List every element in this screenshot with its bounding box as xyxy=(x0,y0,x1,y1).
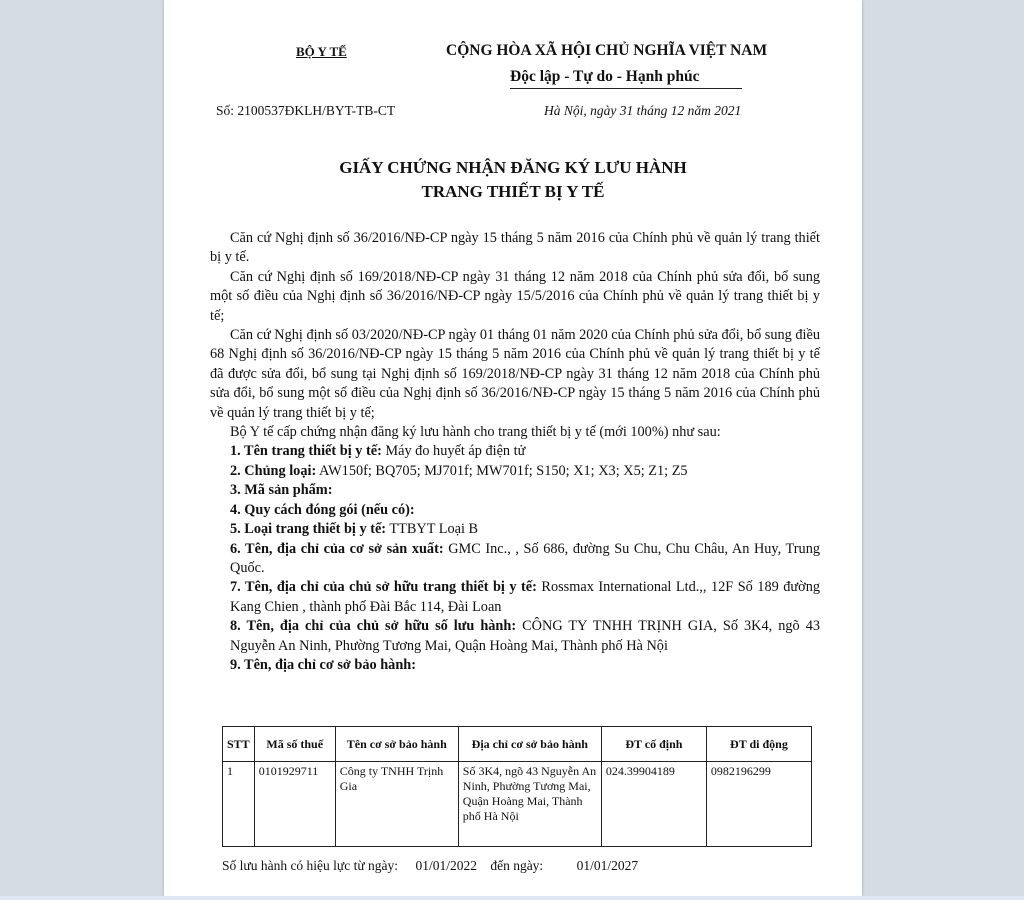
preamble-paragraph: Căn cứ Nghị định số 36/2016/NĐ-CP ngày 15 tháng 5 năm 2016 của Chính phủ về quản lý trang thiết bị y tế. xyxy=(210,230,820,266)
column-header: ĐT cố định xyxy=(601,727,706,762)
item-value: Máy đo huyết áp điện tử xyxy=(385,443,526,460)
device-item-7 xyxy=(210,578,820,617)
device-item-6 xyxy=(210,540,820,579)
warranty-table xyxy=(222,726,812,847)
document-body xyxy=(210,229,820,675)
validity-to-label: đến ngày: xyxy=(490,858,544,873)
column-header: Tên cơ sở bảo hành xyxy=(335,727,458,762)
item-label: 4. Quy cách đóng gói (nếu có): xyxy=(230,501,415,518)
item-value: CÔNG TY TNHH TRỊNH GIA, Số 3K4, ngõ 43 Nguyễn An Ninh, Phường Tương Mai, Quận Hoàng Mai, Thành phố Hà Nội xyxy=(230,618,821,654)
device-item-1 xyxy=(210,442,820,461)
table-header-row xyxy=(223,727,812,762)
table-cell: 0101929711 xyxy=(254,762,335,847)
column-header: Địa chỉ cơ sở bảo hành xyxy=(458,727,601,762)
device-item-8 xyxy=(210,617,820,656)
validity-to-date: 01/01/2027 xyxy=(576,858,639,873)
item-label: 5. Loại trang thiết bị y tế: xyxy=(230,521,387,538)
document-date: Hà Nội, ngày 31 tháng 12 năm 2021 xyxy=(544,103,742,118)
validity-from-date: 01/01/2022 xyxy=(415,858,477,873)
item-label: 2. Chủng loại: xyxy=(230,462,317,479)
item-value: GMC Inc., , Số 686, đường Su Chu, Chu Châu, An Huy, Trung Quốc. xyxy=(230,540,820,576)
national-motto: Độc lập - Tự do - Hạnh phúc xyxy=(510,68,700,85)
column-header: ĐT di động xyxy=(706,727,811,762)
item-value: TTBYT Loại B xyxy=(389,521,479,538)
national-title: CỘNG HÒA XÃ HỘI CHỦ NGHĨA VIỆT NAM xyxy=(446,42,768,59)
device-item-5 xyxy=(210,520,820,539)
document-title-line-1: GIẤY CHỨNG NHẬN ĐĂNG KÝ LƯU HÀNH xyxy=(339,158,687,177)
item-label: 9. Tên, địa chỉ cơ sở bảo hành: xyxy=(230,656,416,673)
device-item-4 xyxy=(210,501,820,520)
viewer-bottom-strip xyxy=(0,896,1024,900)
validity-label: Số lưu hành có hiệu lực từ ngày: xyxy=(222,858,399,873)
table-cell: Số 3K4, ngõ 43 Nguyễn An Ninh, Phường Tương Mai, Quận Hoàng Mai, Thành phố Hà Nội xyxy=(458,762,601,847)
item-value: Rossmax International Ltd.,, 12F Số 189 đường Kang Chien , thành phố Đài Bắc 114, Đài Loan xyxy=(230,579,820,615)
item-value: AW150f; BQ705; MJ701f; MW701f; S150; X1; X3; X5; Z1; Z5 xyxy=(319,462,688,479)
device-item-3 xyxy=(210,481,820,500)
item-label: 6. Tên, địa chỉ của cơ sở sản xuất: xyxy=(230,540,444,557)
document-page xyxy=(164,0,862,896)
column-header: Mã số thuế xyxy=(254,727,335,762)
document-number: Số: 2100537ĐKLH/BYT-TB-CT xyxy=(216,103,396,118)
validity-line xyxy=(222,858,638,874)
preamble-paragraph: Căn cứ Nghị định số 169/2018/NĐ-CP ngày 31 tháng 12 năm 2018 của Chính phủ sửa đổi, bổ sung một số điều của Nghị định số 36/2016/NĐ-CP ngày 15/5/2016 của Chính phủ về quản lý trang thiết bị y tế; xyxy=(210,268,820,324)
table-cell: 1 xyxy=(223,762,255,847)
device-item-2 xyxy=(210,462,820,481)
device-item-9 xyxy=(210,656,820,675)
column-header: STT xyxy=(223,727,255,762)
preamble-paragraph: Căn cứ Nghị định số 03/2020/NĐ-CP ngày 01 tháng 01 năm 2020 của Chính phủ sửa đổi, bổ sung điều 68 Nghị định số 36/2016/NĐ-CP ngày 15 tháng 5 năm 2016 của Chính phủ về quản lý trang thiết bị y tế đã được sửa đổi, bổ sung tại Nghị định số 169/2018/NĐ-CP ngày 31 tháng 12 năm 2018 của Chính phủ sửa đổi, bổ sung một số điều của Nghị định số 36/2016/NĐ-CP ngày 15 tháng 5 năm 2016 của Chính phủ về quản lý trang thiết bị y tế; xyxy=(210,327,820,421)
item-label: 3. Mã sản phẩm: xyxy=(230,482,333,499)
item-label: 1. Tên trang thiết bị y tế: xyxy=(230,443,382,460)
motto-underline xyxy=(510,88,742,89)
issuing-organization: BỘ Y TẾ xyxy=(296,44,347,59)
table-cell: 0982196299 xyxy=(706,762,811,847)
table-cell: Công ty TNHH Trịnh Gia xyxy=(335,762,458,847)
item-label: 7. Tên, địa chỉ của chủ sở hữu trang thiết bị y tế: xyxy=(230,579,537,596)
table-row xyxy=(223,762,812,847)
preamble-paragraph: Bộ Y tế cấp chứng nhận đăng ký lưu hành cho trang thiết bị y tế (mới 100%) như sau: xyxy=(230,424,721,441)
item-label: 8. Tên, địa chỉ của chủ sở hữu số lưu hành: xyxy=(230,618,517,635)
document-title-line-2: TRANG THIẾT BỊ Y TẾ xyxy=(421,182,605,201)
table-cell: 024.39904189 xyxy=(601,762,706,847)
